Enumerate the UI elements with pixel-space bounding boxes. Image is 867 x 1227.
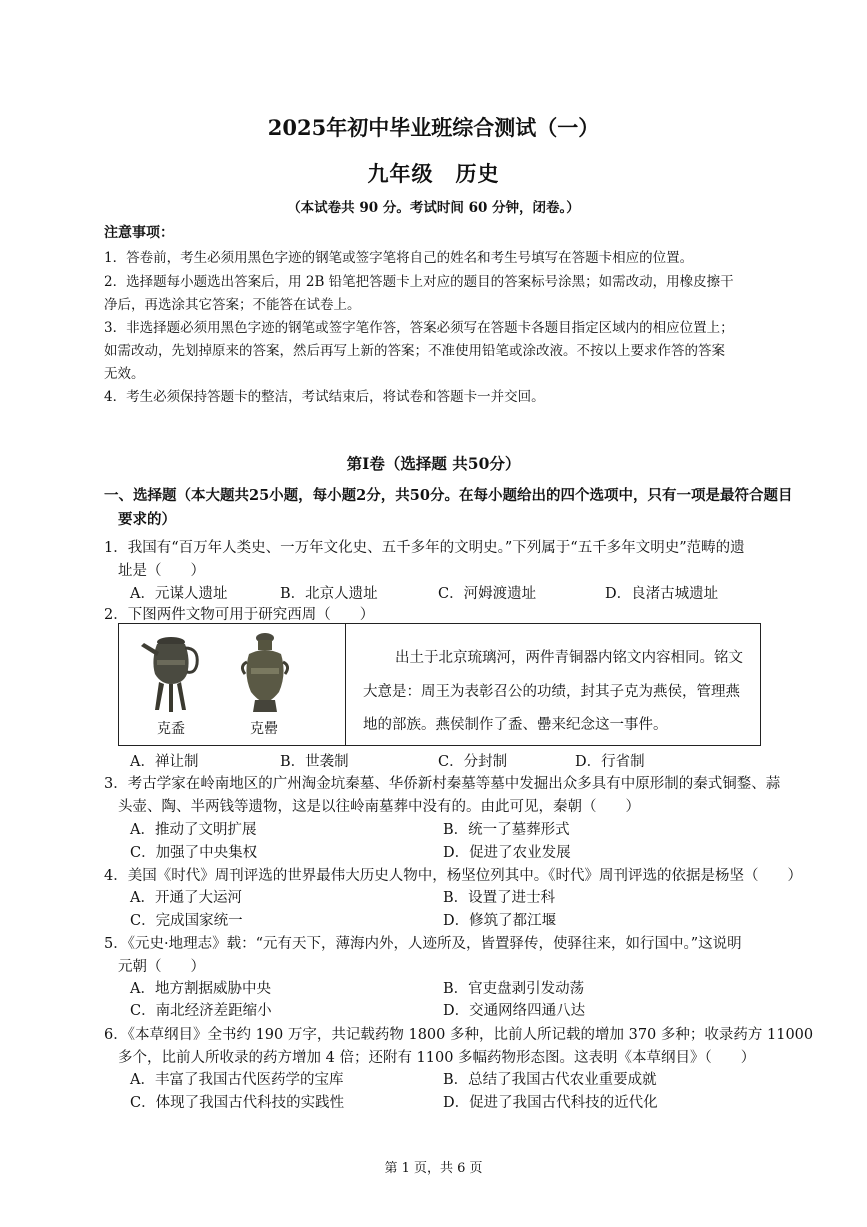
q3-option-a: A．推动了文明扩展 xyxy=(130,822,257,838)
q4-option-a: A．开通了大运河 xyxy=(130,890,242,906)
note-line: 2．选择题每小题选出答案后，用 2B 铅笔把答题卡上对应的题目的答案标号涂黑；如需改动，用橡皮擦干 xyxy=(104,274,734,290)
caption-ke-he: 克盉 xyxy=(157,721,185,737)
ke-lei-vessel-image xyxy=(237,630,293,714)
q4-option-d: D．修筑了都江堰 xyxy=(443,913,557,929)
question-6-stem: 6．《本草纲目》全书约 190 万字，共记载药物 1800 多种，比前人所记载的增加 370 多种；收录药方 11000 xyxy=(104,1027,814,1043)
q6-option-b: B．总结了我国古代农业重要成就 xyxy=(443,1072,657,1088)
q1-option-d: D．良渚古城遗址 xyxy=(605,586,719,602)
figure-text-line: 地的部族。燕侯制作了盉、罍来纪念这一事件。 xyxy=(363,717,668,733)
q2-option-a: A．禅让制 xyxy=(130,754,199,770)
part-instructions-cont: 要求的） xyxy=(118,511,176,528)
question-2-figure xyxy=(118,623,761,746)
page-footer: 第 1 页，共 6 页 xyxy=(384,1161,483,1176)
question-1-stem-cont: 址是（ ） xyxy=(118,563,205,579)
question-3-stem-cont: 头壶、陶、半两钱等遗物，这是以往岭南墓葬中没有的。由此可见，秦朝（ ） xyxy=(118,799,640,815)
q5-option-b: B．官吏盘剥引发动荡 xyxy=(443,981,585,997)
question-3-stem: 3．考古学家在岭南地区的广州淘金坑秦墓、华侨新村秦墓等墓中发掘出众多具有中原形制的秦式铜鍪、蒜 xyxy=(104,776,781,792)
q6-option-a: A．丰富了我国古代医药学的宝库 xyxy=(130,1072,344,1088)
section-title: 第Ⅰ卷（选择题 共50分） xyxy=(346,454,521,473)
q2-option-b: B．世袭制 xyxy=(280,754,349,770)
question-4-stem: 4．美国《时代》周刊评选的世界最伟大历史人物中，杨坚位列其中。《时代》周刊评选的依据是杨坚（ ） xyxy=(104,868,802,884)
notes-heading: 注意事项： xyxy=(104,225,174,241)
question-6-stem-cont: 多个，比前人所收录的药方增加 4 倍；还附有 1100 多幅药物形态图。这表明《本草纲目》（ ） xyxy=(118,1050,756,1066)
q2-option-d: D．行省制 xyxy=(575,754,645,770)
figure-text-line: 大意是：周王为表彰召公的功绩，封其子克为燕侯，管理燕 xyxy=(363,684,740,700)
question-1-stem: 1．我国有“百万年人类史、一万年文化史、五千多年的文明史。”下列属于“五千多年文明史”范畴的遗 xyxy=(104,540,745,556)
question-2-stem: 2．下图两件文物可用于研究西周（ ） xyxy=(104,607,375,623)
question-5-stem: 5．《元史·地理志》载：“元有天下，薄海内外，人迹所及，皆置驿传，使驿往来，如行国中。”这说明 xyxy=(104,936,742,952)
q6-option-d: D．促进了我国古代科技的近代化 xyxy=(443,1095,658,1111)
note-line: 无效。 xyxy=(104,366,145,382)
exam-info: （本试卷共 90 分。考试时间 60 分钟，闭卷。） xyxy=(287,200,580,216)
note-line: 4．考生必须保持答题卡的整洁，考试结束后，将试卷和答题卡一并交回。 xyxy=(104,389,545,405)
q1-option-b: B．北京人遗址 xyxy=(280,586,378,602)
q4-option-c: C．完成国家统一 xyxy=(130,913,243,929)
q5-option-c: C．南北经济差距缩小 xyxy=(130,1003,272,1019)
exam-title: 2025年初中毕业班综合测试（一） xyxy=(267,115,600,140)
q1-option-a: A．元谋人遗址 xyxy=(130,586,228,602)
note-line: 3．非选择题必须用黑色字迹的钢笔或签字笔作答，答案必须写在答题卡各题目指定区域内的相应位置上； xyxy=(104,320,734,336)
figure-divider xyxy=(345,624,346,745)
note-line: 如需改动，先划掉原来的答案，然后再写上新的答案；不准使用铅笔或涂改液。不按以上要求作答的答案 xyxy=(104,343,725,359)
q2-option-c: C．分封制 xyxy=(438,754,508,770)
q5-option-d: D．交通网络四通八达 xyxy=(443,1003,586,1019)
part-instructions: 一、选择题（本大题共25小题，每小题2分，共50分。在每小题给出的四个选项中，只有一项是最符合题目 xyxy=(104,487,793,504)
q3-option-d: D．促进了农业发展 xyxy=(443,845,571,861)
figure-text-line: 出土于北京琉璃河，两件青铜器内铭文内容相同。铭文 xyxy=(395,650,743,666)
q1-option-c: C．河姆渡遗址 xyxy=(438,586,537,602)
note-line: 1．答卷前，考生必须用黑色字迹的钢笔或签字笔将自己的姓名和考生号填写在答题卡相应的位置。 xyxy=(104,250,694,266)
question-5-stem-cont: 元朝（ ） xyxy=(118,959,205,975)
q6-option-c: C．体现了我国古代科技的实践性 xyxy=(130,1095,345,1111)
caption-ke-lei: 克罍 xyxy=(250,721,278,737)
q5-option-a: A．地方割据威胁中央 xyxy=(130,981,271,997)
q3-option-b: B．统一了墓葬形式 xyxy=(443,822,570,838)
q3-option-c: C．加强了中央集权 xyxy=(130,845,258,861)
ke-he-vessel-image xyxy=(135,630,205,714)
note-line: 净后，再选涂其它答案；不能答在试卷上。 xyxy=(104,297,361,313)
exam-subtitle: 九年级 历史 xyxy=(367,161,500,186)
q4-option-b: B．设置了进士科 xyxy=(443,890,556,906)
